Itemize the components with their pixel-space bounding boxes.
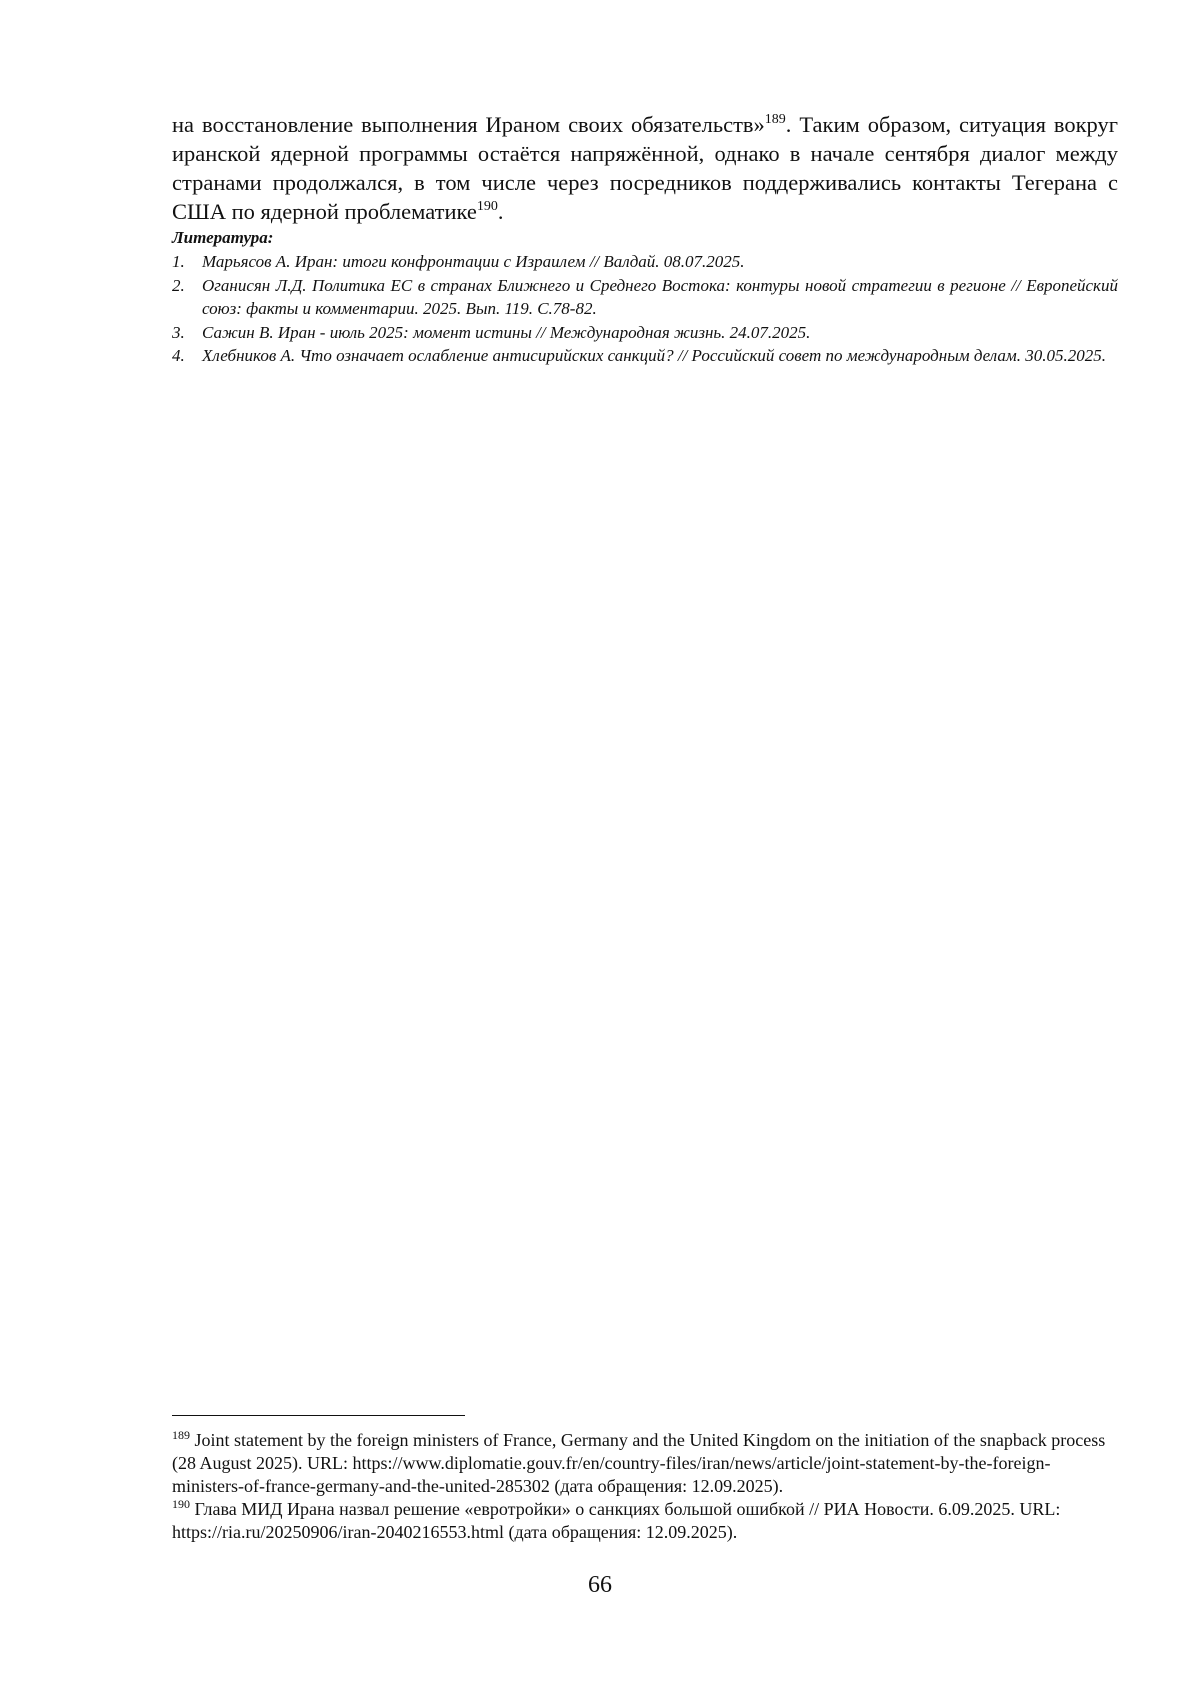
reference-text: Сажин В. Иран - июль 2025: момент истины // Международная жизнь. 24.07.2025.	[202, 322, 811, 342]
footnote-text: Глава МИД Ирана назвал решение «евротройки» о санкциях большой ошибкой // РИА Новости. 6.09.2025. URL: https://ria.ru/20250906/iran-2040216553.html (дата обращения: 12.09.2025).	[172, 1499, 1061, 1542]
footnotes	[172, 1429, 1118, 1544]
page-number: 66	[588, 1572, 612, 1598]
reference-text: Оганисян Л.Д. Политика ЕС в странах Ближнего и Среднего Востока: контуры новой стратегии в регионе // Европейский союз: факты и комментарии. 2025. Вып. 119. С.78-82.	[202, 275, 1118, 318]
body-text-part-2: . Таким образом, ситуация вокруг иранской ядерной программы остаётся напряжённой, однако в начале сентября диалог между странами продолжался, в том числе через посредников поддерживались контакты Тегерана с США по ядерной проблематике	[172, 112, 1118, 224]
footnote-text: Joint statement by the foreign ministers of France, Germany and the United Kingdom on the initiation of the snapback process (28 August 2025). URL: https://www.diplomatie.gouv.fr/en/country-files/iran/news/article/joint-statement-by-the-foreign-ministers-of-france-germany-and-the-united-285302 (дата обращения: 12.09.2025).	[172, 1430, 1106, 1496]
footnote-189	[172, 1429, 1118, 1498]
body-paragraph	[172, 110, 1118, 226]
reference-item	[172, 344, 1118, 368]
footnote-number: 189	[172, 1428, 190, 1442]
reference-text: Марьясов А. Иран: итоги конфронтации с Израилем // Валдай. 08.07.2025.	[202, 252, 745, 271]
body-text-part-1: на восстановление выполнения Ираном своих обязательств»	[172, 112, 765, 137]
footnote-ref-189[interactable]: 189	[764, 112, 786, 127]
reference-number: 3.	[172, 322, 185, 342]
footnote-190	[172, 1498, 1118, 1544]
reference-text: Хлебников А. Что означает ослабление антисирийских санкций? // Российский совет по международным делам. 30.05.2025.	[202, 346, 1106, 365]
reference-item	[172, 274, 1118, 321]
body-text-part-3: .	[497, 199, 504, 224]
reference-item	[172, 321, 1118, 345]
reference-item	[172, 250, 1118, 274]
reference-list	[172, 250, 1118, 368]
footnote-ref-190[interactable]: 190	[476, 199, 498, 214]
reference-number: 4.	[172, 346, 185, 365]
reference-number: 2.	[172, 275, 185, 295]
reference-number: 1.	[172, 252, 185, 271]
literature-heading: Литература:	[172, 228, 274, 247]
footnote-number: 190	[172, 1497, 190, 1511]
footnote-separator	[172, 1415, 465, 1416]
